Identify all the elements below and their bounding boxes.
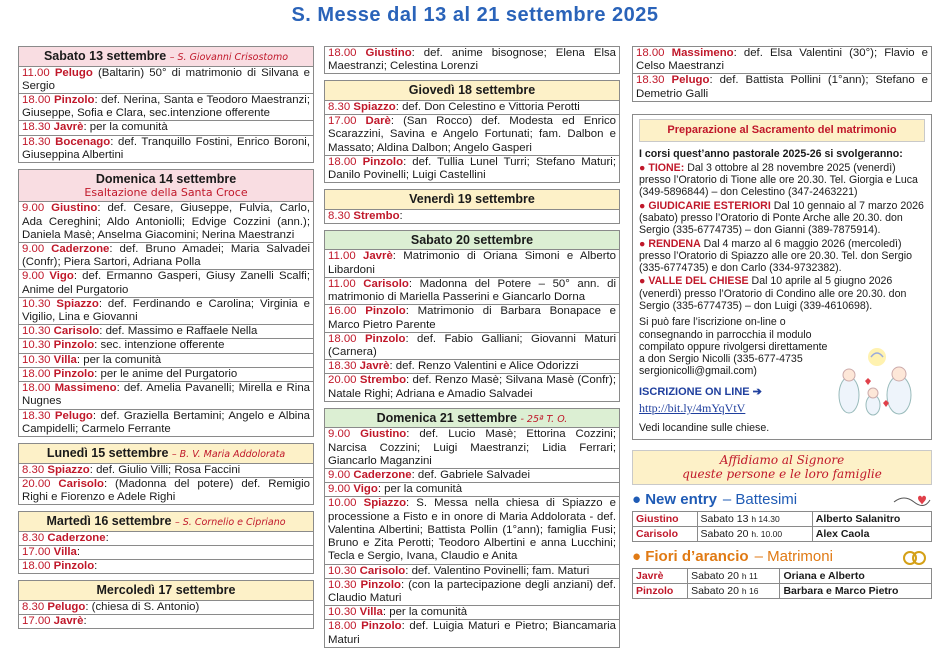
mass-place: Massimeno: [671, 47, 734, 59]
mass-time: 10.30: [328, 606, 360, 619]
row-place: Carisolo: [633, 527, 698, 542]
mass-time: 20.00: [22, 477, 59, 490]
mass-time: 18.00: [22, 382, 55, 395]
mass-time: 20.00: [328, 374, 360, 387]
mass-place: Pinzolo: [53, 367, 95, 380]
mass-entry: [18, 243, 314, 270]
mass-place: Carisolo: [363, 277, 409, 290]
prep-details: Dal 10 gennaio al 7 marzo 2026 (sabato) presso l’Oratorio di Ponte Arche alle 20.30. don Sergio (335-6774735) – don Gianni (389-7875914).: [639, 199, 924, 237]
day-title: Giovedì 18 settembre: [408, 83, 536, 98]
table-row: [633, 511, 932, 526]
rings-icon: [898, 549, 932, 565]
day-title: Mercoledì 17 settembre: [96, 583, 236, 598]
mass-intention: : Madonna del Potere – 50° ann. di matrimonio di Mariella Passerini e Giancarlo Dorna: [328, 277, 617, 304]
mass-intention: : def. Ferdinando e Carolina; Virginia e Vigilio, Lina e Giovanni: [22, 297, 310, 324]
mass-place: Carisolo: [359, 564, 406, 577]
page-title: S. Messe dal 13 al 21 settembre 2025: [291, 4, 659, 26]
mass-entry: [18, 339, 314, 353]
prep-details: Dal 3 ottobre al 28 novembre 2025 (venerdì) presso l’Oratorio di Tione alle ore 20.30. Tel. Giorgia e Luca (349-5896844) – don Celestino (347-2463221): [639, 161, 918, 199]
mass-place: Carisolo: [58, 477, 104, 490]
mass-intention: : S. Messa nella chiesa di Spiazzo e processione a Fisto e in onore di Maria Addolorata - def. Valentina Albertini; Battista Pollin (1°ann); famiglia Fusi; Bruno e Zita Perotti; Teodoro Albertini e anna Lucchini; Tecla e Sergio, Ivana, Claudio e Anita: [328, 497, 616, 563]
family-illustration-icon: [827, 345, 923, 419]
mass-place: Vigo: [353, 483, 378, 496]
mass-time: 11.00: [22, 66, 55, 79]
prep-details: Dal 10 aprile al 5 giugno 2026 (venerdì) presso l’Oratorio di Condino alle ore 20.30. don Sergio (335-6774735) – don Luigi (339-4610698).: [639, 275, 907, 312]
marriage-prep-note: Si può fare l’iscrizione on-line o consegnando in parrocchia il modulo compilato oppure rivolgersi direttamente a don Sergio Nicolli (335-677-4735 sergionicolli@gmail.com): [639, 316, 828, 378]
mass-place: Caderzone: [353, 469, 412, 482]
mass-intention: : def. Cesare, Giuseppe, Fulvia, Carlo, Ada Cereghini; Aldo Antoniolli; Edvige Cozzini (ann.); Daniela Masè; Anselma Giacomini; Nerina Maestranzi: [22, 202, 310, 241]
mass-time: 8.30: [328, 209, 354, 222]
mass-place: Vigo: [49, 270, 74, 283]
mass-intention: : def. Giulio Villi; Rosa Faccini: [89, 463, 241, 476]
affidiamo-banner: [632, 450, 932, 486]
baptisms-heading-b: – Battesimi: [722, 491, 798, 509]
mass-place: Pinzolo: [360, 578, 401, 591]
mass-entry: [18, 368, 314, 382]
mass-time: 17.00: [328, 115, 366, 128]
baptisms-table: [632, 511, 932, 542]
row-hour: h 11: [741, 570, 758, 581]
table-row: [633, 583, 932, 598]
mass-place: Spiazzo: [47, 463, 90, 476]
mass-entry: [324, 483, 620, 497]
mass-place: Giustino: [51, 202, 98, 215]
mass-entry: [324, 210, 620, 224]
mass-place: Strembo: [353, 209, 400, 222]
mass-time: 9.00: [328, 483, 354, 496]
column-1: [18, 46, 314, 629]
mass-place: Giustino: [360, 428, 407, 441]
day-title: Domenica 14 settembre: [95, 172, 237, 187]
day-title: Domenica 21 settembre: [376, 410, 517, 425]
mass-entry: [324, 360, 620, 374]
mass-intention: (Baltarin) 50° di matrimonio di Silvana e Sergio: [22, 66, 310, 92]
column-3: [632, 46, 932, 599]
day-header: [324, 408, 620, 429]
mass-intention: : def. Battista Pollini (1°ann); Stefano e Demetrio Galli: [636, 74, 928, 100]
mass-entry: [18, 615, 314, 629]
mass-intention: : def. Elsa Valentini (30°); Flavio e Celso Maestranzi: [636, 47, 928, 73]
mass-intention: : Matrimonio di Oriana Simoni e Alberto Libardoni: [328, 250, 616, 276]
mass-intention: :: [94, 560, 98, 573]
mass-time: 18.30: [636, 74, 672, 87]
mass-entry: [18, 67, 314, 94]
mass-intention: : per le anime del Purgatorio: [94, 367, 238, 380]
mass-time: 9.00: [328, 428, 361, 441]
mass-intention: : def. Valentino Povinelli; fam. Maturi: [405, 564, 590, 577]
online-registration-label: ISCRIZIONE ON LINE ➔: [639, 385, 762, 398]
mass-entry: [324, 469, 620, 483]
mass-time: 11.00: [328, 250, 363, 263]
mass-intention: : def. Renzo Masè; Silvana Masè (Confr); Natale Righi; Adriana e Amadio Salvadei: [328, 374, 616, 400]
mass-time: 10.00: [328, 497, 364, 510]
marriage-prep-item: [639, 275, 925, 312]
column-3-entries: [632, 46, 932, 102]
mass-time: 18.00: [636, 47, 672, 59]
mass-time: 8.30: [22, 463, 48, 476]
day-header: [324, 189, 620, 210]
day-saint: - 25ª T. O.: [520, 413, 568, 425]
mass-entry: [18, 546, 314, 560]
mass-intention: : def. Bruno Amadei; Maria Salvadei (Confr); Piera Sartori, Adriana Polla: [22, 242, 310, 269]
mass-entry: [324, 156, 620, 183]
mass-entry: [324, 250, 620, 277]
bullet-icon: ●: [639, 237, 649, 250]
mass-time: 18.30: [22, 135, 56, 148]
mass-entry: [18, 601, 314, 615]
mass-time: 18.30: [22, 121, 54, 134]
mass-intention: :: [399, 209, 403, 222]
column-2: [324, 46, 620, 648]
day-header: [18, 46, 314, 67]
mass-time: 10.30: [328, 564, 360, 577]
day-title: Venerdì 19 settembre: [409, 192, 535, 207]
mass-entry: [18, 121, 314, 135]
mass-place: Javrè: [359, 360, 390, 373]
mass-place: Spiazzo: [353, 100, 396, 113]
mass-entry: [18, 464, 314, 478]
mass-entry: [18, 325, 314, 339]
marriage-prep-item: [639, 238, 925, 275]
marriage-prep-title: Preparazione al Sacramento del matrimonio: [639, 119, 925, 142]
mass-time: 9.00: [22, 202, 52, 215]
marriage-prep-list: [639, 162, 925, 312]
mass-intention: : def. Fabio Galliani; Giovanni Maturi (Carnera): [328, 332, 616, 358]
bullet-icon: ●: [639, 275, 649, 288]
mass-intention: :: [76, 545, 81, 558]
mass-entry: [18, 298, 314, 325]
mass-entry: [18, 202, 314, 243]
registration-link[interactable]: http://bit.ly/4mYqVtV: [639, 401, 746, 416]
mass-intention: : def. Renzo Valentini e Alice Odorizzi: [389, 360, 579, 373]
mass-entry: [324, 305, 620, 332]
mass-intention: : def. Don Celestino e Vittoria Perotti: [395, 100, 580, 113]
mass-intention: : def. anime bisognose; Elena Elsa Maestranzi; Celestina Lorenzi: [328, 47, 617, 73]
mass-entry: [18, 354, 314, 368]
mass-place: Pelugo: [54, 409, 93, 422]
day-title: Martedì 16 settembre: [46, 514, 172, 529]
mass-time: 8.30: [22, 531, 48, 544]
marriage-prep-item: [639, 162, 925, 199]
mass-intention: : def. Nerina, Santa e Teodoro Maestranzi; Giuseppe, Sofia e Clara, sec.intenzione offerente: [22, 93, 310, 120]
mass-time: 18.30: [328, 360, 360, 373]
mass-entry: [632, 74, 932, 101]
prep-location: VALLE DEL CHIESE: [648, 275, 749, 288]
mass-entry: [324, 115, 620, 156]
mass-entry: [18, 532, 314, 546]
mass-place: Javrè: [53, 121, 84, 134]
mass-entry: [324, 428, 620, 469]
mass-place: Carisolo: [53, 325, 100, 338]
row-place: Pinzolo: [633, 583, 688, 598]
mass-time: 8.30: [22, 600, 48, 613]
day-header: [18, 580, 314, 601]
mass-time: 18.00: [328, 47, 366, 59]
mass-entry: [18, 478, 314, 505]
mass-time: 17.00: [22, 545, 54, 558]
mass-time: 9.00: [328, 469, 354, 482]
mass-place: Giustino: [365, 47, 412, 59]
mass-time: 18.30: [22, 409, 55, 422]
mass-intention: : def. Lucio Masè; Ettorina Cozzini; Narcisa Cozzini; Luigi Maestranzi; Lidia Ferrari; Giancarlo Maganzini: [328, 428, 616, 467]
table-row: [633, 527, 932, 542]
row-name: Oriana e Alberto: [780, 568, 932, 583]
mass-intention: : (San Rocco) def. Modesta ed Enrico Scarazzini, Savina e Angelo Fortunati; fam. Dalbon e Massato; Aldina Dalbon; Angelo Gasperi: [328, 115, 617, 154]
mass-time: 11.00: [328, 277, 364, 290]
mass-intention: : def. Tullia Lunel Turri; Stefano Maturi; Danilo Povinelli; Luigi Castellini: [328, 155, 617, 182]
mass-time: 18.00: [328, 155, 363, 168]
mass-time: 18.00: [328, 620, 362, 633]
mass-place: Bocenago: [55, 135, 111, 148]
mass-entry: [324, 606, 620, 620]
mass-place: Pinzolo: [53, 93, 95, 106]
mass-intention: : per la comunità: [377, 483, 463, 496]
day-feast: Esaltazione della Santa Croce: [84, 185, 248, 199]
mass-intention: : def. Graziella Bertamini; Angelo e Albina Campidelli; Carmelo Ferrante: [22, 409, 310, 435]
mass-entry: [18, 560, 314, 574]
heart-icon: [892, 492, 932, 508]
mass-entry: [324, 374, 620, 401]
day-header: [18, 169, 314, 202]
marriage-prep-intro: I corsi quest’anno pastorale 2025-26 si svolgeranno:: [639, 147, 903, 160]
baptisms-heading-a: ● New entry: [632, 491, 717, 509]
mass-entry: [324, 579, 620, 606]
baptisms-heading: [632, 491, 932, 508]
row-date: Sabato 13 h 14.30: [697, 511, 812, 526]
bullet-icon: ●: [639, 161, 649, 174]
day-saint: – S. Cornelio e Cipriano: [175, 517, 286, 529]
mass-place: Pelugo: [54, 66, 93, 79]
mass-intention: : def. Gabriele Salvadei: [411, 469, 530, 482]
mass-place: Villa: [359, 606, 383, 619]
mass-time: 8.30: [328, 100, 354, 113]
mass-intention: : sec. intenzione offerente: [94, 339, 225, 352]
affidiamo-line-1: Affidiamo al Signore: [719, 452, 845, 467]
day-saint: – B. V. Maria Addolorata: [171, 449, 286, 460]
prep-location: TIONE:: [648, 161, 685, 174]
mass-time: 18.00: [22, 367, 54, 380]
mass-time: 17.00: [22, 615, 54, 628]
mass-entry: [18, 94, 314, 121]
mass-time: 18.00: [22, 93, 54, 106]
bullet-icon: ●: [639, 199, 649, 212]
mass-time: 18.00: [22, 560, 54, 573]
affidiamo-line-2: queste persone e le loro famiglie: [682, 466, 882, 481]
marriage-prep-box: [632, 114, 932, 440]
mass-place: Pinzolo: [53, 339, 95, 352]
row-date: Sabato 20 h 11: [688, 568, 780, 583]
mass-place: Pelugo: [671, 74, 710, 87]
mass-place: Pinzolo: [362, 155, 404, 168]
row-name: Alex Caola: [812, 527, 931, 542]
mass-place: Pinzolo: [364, 332, 406, 345]
day-title: Lunedì 15 settembre: [46, 446, 169, 460]
prep-location: RENDENA: [648, 237, 701, 250]
mass-intention: : (con la partecipazione degli anziani) def. Claudio Maturi: [328, 578, 616, 604]
mass-time: 10.30: [22, 339, 54, 352]
mass-entry: [324, 278, 620, 305]
mass-entry: [324, 333, 620, 360]
mass-intention: :: [105, 531, 109, 544]
row-name: Barbara e Marco Pietro: [780, 583, 932, 598]
day-header: [18, 443, 314, 464]
row-hour: h 16: [741, 585, 759, 596]
mass-intention: : (Madonna del potere) def. Remigio Righi e Fiorenzo e Adele Righi: [22, 477, 310, 503]
table-row: [633, 568, 932, 583]
row-date: Sabato 20 h 16: [688, 583, 780, 598]
day-saint: – S. Giovanni Crisostomo: [169, 52, 289, 63]
day-title: Sabato 13 settembre: [43, 49, 167, 63]
day-header: [324, 80, 620, 101]
mass-place: Pelugo: [47, 600, 86, 613]
day-title: Sabato 20 settembre: [410, 232, 534, 247]
mass-time: 9.00: [22, 242, 52, 255]
row-name: Alberto Salanitro: [812, 511, 931, 526]
mass-intention: : Matrimonio di Barbara Bonapace e Marco Pietro Parente: [328, 305, 616, 331]
mass-entry: [324, 497, 620, 564]
mass-place: Spiazzo: [363, 497, 407, 510]
mass-entry: [324, 565, 620, 579]
mass-place: Pinzolo: [361, 620, 402, 633]
day-header: [324, 230, 620, 251]
mass-intention: :: [83, 615, 87, 628]
mass-time: 10.30: [22, 353, 54, 366]
mass-place: Strembo: [359, 374, 407, 387]
mass-place: Spiazzo: [56, 297, 99, 310]
day-header: [18, 511, 314, 532]
mass-intention: : (chiesa di S. Antonio): [85, 600, 200, 613]
weddings-table: [632, 568, 932, 599]
mass-intention: : def. Massimo e Raffaele Nella: [99, 325, 258, 338]
mass-intention: : def. Tranquillo Fostini, Enrico Boroni, Giuseppina Albertini: [22, 135, 311, 161]
mass-intention: : per la comunità: [83, 121, 168, 134]
mass-intention: : def. Amelia Pavanelli; Mirella e Rina Nugnes: [22, 382, 310, 408]
mass-time: 9.00: [22, 270, 50, 283]
mass-place: Javrè: [363, 250, 393, 263]
mass-entry: [632, 46, 932, 74]
mass-place: Javrè: [53, 615, 84, 628]
mass-place: Caderzone: [51, 242, 110, 255]
mass-place: Caderzone: [47, 531, 106, 544]
mass-intention: : per la comunità: [382, 606, 468, 619]
mass-entry: [18, 136, 314, 163]
row-place: Javrè: [633, 568, 688, 583]
mass-entry: [324, 101, 620, 115]
mass-intention: : def. Ermanno Gasperi, Giusy Zanelli Scalfi; Anime del Purgatorio: [22, 270, 310, 296]
row-date: Sabato 20 h. 10.00: [697, 527, 812, 542]
mass-intention: : per la comunità: [76, 353, 162, 366]
mass-place: Pinzolo: [53, 560, 95, 573]
row-hour: h 14.30: [751, 513, 780, 524]
mass-entry: [18, 410, 314, 437]
weddings-heading-a: ● Fiori d’arancio: [632, 548, 749, 566]
mass-time: 10.30: [22, 297, 57, 310]
mass-time: 10.30: [328, 578, 361, 591]
mass-entry: [324, 620, 620, 647]
mass-entry: [18, 382, 314, 409]
see-posters-note: Vedi locandine sulle chiese.: [639, 422, 770, 435]
mass-time: 10.30: [22, 325, 54, 338]
weddings-heading-b: – Matrimoni: [754, 548, 833, 566]
mass-time: 16.00: [328, 305, 366, 318]
mass-intention: : def. Luigia Maturi e Pietro; Biancamaria Maturi: [328, 620, 616, 646]
prep-location: GIUDICARIE ESTERIORI: [648, 199, 771, 212]
marriage-prep-item: [639, 200, 925, 237]
mass-place: Massimeno: [54, 382, 117, 395]
mass-place: Pinzolo: [365, 305, 406, 318]
row-hour: h. 10.00: [751, 529, 783, 539]
mass-place: Darè: [365, 115, 391, 128]
mass-place: Villa: [53, 545, 77, 558]
row-place: Giustino: [633, 511, 698, 526]
weddings-heading: [632, 548, 932, 565]
mass-place: Villa: [53, 353, 77, 366]
mass-entry: [18, 270, 314, 297]
mass-time: 18.00: [328, 332, 365, 345]
prep-details: Dal 4 marzo al 6 maggio 2026 (mercoledì) presso l’Oratorio di Spiazzo alle ore 20.30. Tel. don Sergio (335-6774735) e don Carlo (334-9732382).: [639, 237, 913, 275]
mass-entry: [324, 46, 620, 74]
